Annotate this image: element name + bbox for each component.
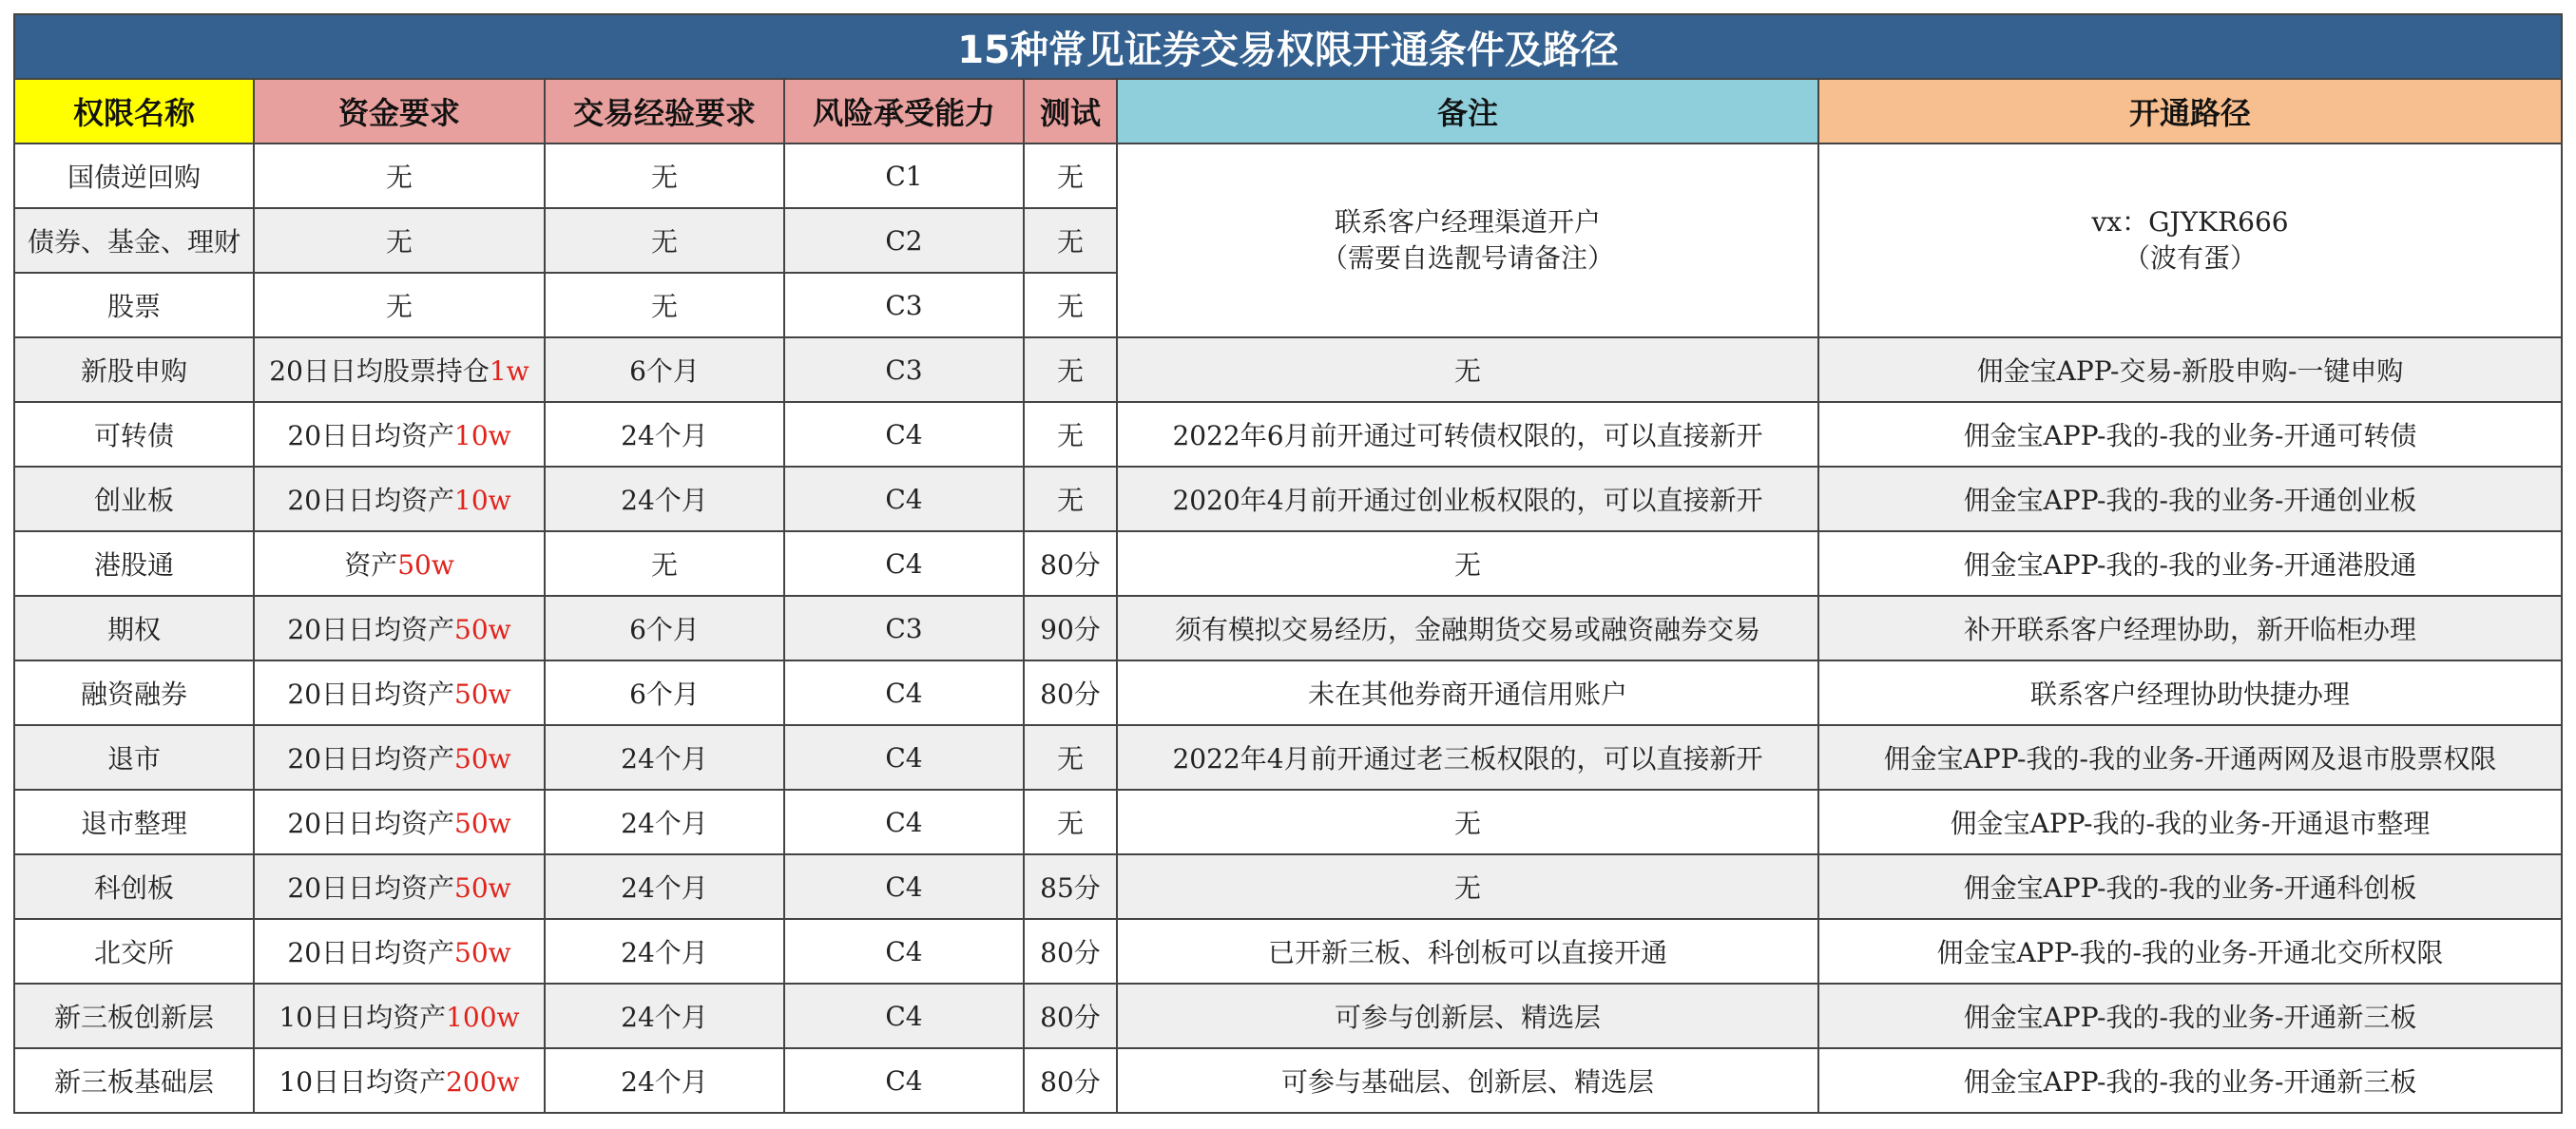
funds-label: 10日日均资产 — [279, 1066, 447, 1098]
cell-permission-name: 北交所 — [14, 919, 254, 984]
cell-funds-requirement — [254, 531, 545, 596]
permissions-table — [13, 13, 2563, 1114]
cell-note: 无 — [1117, 790, 1818, 854]
cell-permission-name: 新三板创新层 — [14, 984, 254, 1048]
cell-open-path: 佣金宝APP-我的-我的业务-开通两网及退市股票权限 — [1818, 725, 2562, 790]
header-note: 备注 — [1117, 79, 1818, 144]
cell-permission-name: 可转债 — [14, 402, 254, 467]
cell-test: 无 — [1024, 402, 1117, 467]
funds-label: 资产 — [344, 549, 398, 581]
cell-note: 2022年4月前开通过老三板权限的，可以直接新开 — [1117, 725, 1818, 790]
cell-funds-requirement — [254, 660, 545, 725]
cell-permission-name: 债券、基金、理财 — [14, 208, 254, 273]
cell-risk-tolerance: C4 — [784, 1048, 1024, 1113]
cell-funds-requirement — [254, 725, 545, 790]
header-permission-name: 权限名称 — [14, 79, 254, 144]
funds-label: 20日日均资产 — [287, 485, 455, 516]
cell-note: 可参与创新层、精选层 — [1117, 984, 1818, 1048]
cell-funds-requirement — [254, 208, 545, 273]
cell-test: 85分 — [1024, 854, 1117, 919]
table-row — [14, 919, 2562, 984]
path-contact-text: vx：GJYKR666 — [2091, 206, 2289, 238]
table-row — [14, 144, 2562, 208]
cell-risk-tolerance: C4 — [784, 402, 1024, 467]
cell-test: 80分 — [1024, 660, 1117, 725]
funds-label: 10日日均资产 — [279, 1002, 447, 1033]
cell-experience-requirement: 24个月 — [545, 984, 784, 1048]
funds-amount: 50w — [454, 808, 511, 839]
cell-test: 90分 — [1024, 596, 1117, 660]
cell-experience-requirement: 24个月 — [545, 1048, 784, 1113]
cell-test: 80分 — [1024, 984, 1117, 1048]
cell-experience-requirement: 24个月 — [545, 725, 784, 790]
cell-test: 无 — [1024, 467, 1117, 531]
funds-amount: 50w — [397, 549, 454, 581]
cell-open-path: 佣金宝APP-我的-我的业务-开通创业板 — [1818, 467, 2562, 531]
cell-note: 可参与基础层、创新层、精选层 — [1117, 1048, 1818, 1113]
cell-permission-name: 融资融券 — [14, 660, 254, 725]
cell-note: 无 — [1117, 337, 1818, 402]
cell-open-path: 佣金宝APP-我的-我的业务-开通新三板 — [1818, 984, 2562, 1048]
funds-label: 无 — [385, 162, 413, 193]
cell-funds-requirement — [254, 273, 545, 337]
funds-label: 20日日均资产 — [287, 808, 455, 839]
table-row — [14, 984, 2562, 1048]
cell-funds-requirement — [254, 144, 545, 208]
cell-experience-requirement: 6个月 — [545, 596, 784, 660]
cell-risk-tolerance: C4 — [784, 725, 1024, 790]
cell-permission-name: 期权 — [14, 596, 254, 660]
cell-test: 80分 — [1024, 919, 1117, 984]
cell-experience-requirement: 无 — [545, 144, 784, 208]
cell-permission-name: 新三板基础层 — [14, 1048, 254, 1113]
table-title: 15种常见证券交易权限开通条件及路径 — [14, 14, 2562, 79]
cell-test: 无 — [1024, 144, 1117, 208]
cell-funds-requirement — [254, 919, 545, 984]
cell-test: 无 — [1024, 337, 1117, 402]
cell-open-path: 联系客户经理协助快捷办理 — [1818, 660, 2562, 725]
cell-open-path: 补开联系客户经理协助，新开临柜办理 — [1818, 596, 2562, 660]
cell-note-merged — [1117, 144, 1818, 337]
cell-experience-requirement: 24个月 — [545, 467, 784, 531]
header-row — [14, 79, 2562, 144]
table-row — [14, 1048, 2562, 1113]
funds-amount: 50w — [454, 679, 511, 710]
cell-permission-name: 股票 — [14, 273, 254, 337]
path-remark-text: （波有蛋） — [2124, 242, 2258, 274]
cell-funds-requirement — [254, 790, 545, 854]
header-experience-requirement: 交易经验要求 — [545, 79, 784, 144]
cell-experience-requirement: 24个月 — [545, 854, 784, 919]
cell-note: 2022年6月前开通过可转债权限的，可以直接新开 — [1117, 402, 1818, 467]
table-row — [14, 402, 2562, 467]
cell-test: 无 — [1024, 208, 1117, 273]
header-risk-tolerance: 风险承受能力 — [784, 79, 1024, 144]
funds-amount: 50w — [454, 937, 511, 968]
cell-experience-requirement: 无 — [545, 531, 784, 596]
funds-label: 无 — [385, 291, 413, 322]
note-remark-text: （需要自选靓号请备注） — [1320, 242, 1614, 274]
cell-open-path: 佣金宝APP-我的-我的业务-开通可转债 — [1818, 402, 2562, 467]
cell-funds-requirement — [254, 854, 545, 919]
cell-permission-name: 科创板 — [14, 854, 254, 919]
table-row — [14, 337, 2562, 402]
cell-risk-tolerance: C4 — [784, 467, 1024, 531]
funds-label: 20日日均资产 — [287, 614, 455, 645]
cell-permission-name: 新股申购 — [14, 337, 254, 402]
table-row — [14, 467, 2562, 531]
cell-test: 80分 — [1024, 531, 1117, 596]
cell-risk-tolerance: C4 — [784, 790, 1024, 854]
cell-risk-tolerance: C4 — [784, 854, 1024, 919]
table-row — [14, 790, 2562, 854]
header-test: 测试 — [1024, 79, 1117, 144]
cell-risk-tolerance: C4 — [784, 660, 1024, 725]
cell-experience-requirement: 24个月 — [545, 919, 784, 984]
cell-risk-tolerance: C3 — [784, 596, 1024, 660]
cell-note: 2020年4月前开通过创业板权限的，可以直接新开 — [1117, 467, 1818, 531]
funds-amount: 10w — [454, 420, 511, 451]
cell-funds-requirement — [254, 402, 545, 467]
funds-amount: 50w — [454, 872, 511, 904]
cell-experience-requirement: 无 — [545, 208, 784, 273]
cell-note: 无 — [1117, 854, 1818, 919]
table-row — [14, 531, 2562, 596]
cell-permission-name: 创业板 — [14, 467, 254, 531]
cell-open-path: 佣金宝APP-我的-我的业务-开通科创板 — [1818, 854, 2562, 919]
cell-risk-tolerance: C2 — [784, 208, 1024, 273]
cell-funds-requirement — [254, 467, 545, 531]
funds-amount: 10w — [454, 485, 511, 516]
cell-experience-requirement: 6个月 — [545, 660, 784, 725]
cell-note: 已开新三板、科创板可以直接开通 — [1117, 919, 1818, 984]
cell-experience-requirement: 24个月 — [545, 790, 784, 854]
table-row — [14, 854, 2562, 919]
cell-open-path: 佣金宝APP-我的-我的业务-开通港股通 — [1818, 531, 2562, 596]
cell-risk-tolerance: C1 — [784, 144, 1024, 208]
cell-open-path: 佣金宝APP-交易-新股申购-一键申购 — [1818, 337, 2562, 402]
cell-permission-name: 港股通 — [14, 531, 254, 596]
funds-label: 20日日均资产 — [287, 420, 455, 451]
funds-label: 20日日均资产 — [287, 743, 455, 775]
funds-amount: 100w — [446, 1002, 520, 1033]
cell-risk-tolerance: C3 — [784, 273, 1024, 337]
table-body — [14, 144, 2562, 1113]
cell-test: 80分 — [1024, 1048, 1117, 1113]
cell-risk-tolerance: C4 — [784, 919, 1024, 984]
cell-experience-requirement: 24个月 — [545, 402, 784, 467]
table-row — [14, 725, 2562, 790]
note-contact-text: 联系客户经理渠道开户 — [1334, 206, 1601, 238]
cell-experience-requirement: 无 — [545, 273, 784, 337]
funds-label: 无 — [385, 226, 413, 258]
funds-amount: 1w — [489, 355, 529, 387]
cell-open-path: 佣金宝APP-我的-我的业务-开通退市整理 — [1818, 790, 2562, 854]
cell-funds-requirement — [254, 596, 545, 660]
cell-note: 须有模拟交易经历，金融期货交易或融资融券交易 — [1117, 596, 1818, 660]
table-row — [14, 660, 2562, 725]
cell-funds-requirement — [254, 984, 545, 1048]
funds-label: 20日日均资产 — [287, 679, 455, 710]
cell-experience-requirement: 6个月 — [545, 337, 784, 402]
funds-amount: 50w — [454, 614, 511, 645]
cell-permission-name: 退市 — [14, 725, 254, 790]
cell-open-path: 佣金宝APP-我的-我的业务-开通新三板 — [1818, 1048, 2562, 1113]
cell-open-path-merged — [1818, 144, 2562, 337]
cell-risk-tolerance: C4 — [784, 531, 1024, 596]
table-row — [14, 596, 2562, 660]
cell-test: 无 — [1024, 273, 1117, 337]
cell-test: 无 — [1024, 725, 1117, 790]
cell-note: 无 — [1117, 531, 1818, 596]
funds-label: 20日日均资产 — [287, 937, 455, 968]
funds-label: 20日日均资产 — [287, 872, 455, 904]
funds-amount: 200w — [446, 1066, 520, 1098]
cell-note: 未在其他券商开通信用账户 — [1117, 660, 1818, 725]
cell-funds-requirement — [254, 337, 545, 402]
header-funds-requirement: 资金要求 — [254, 79, 545, 144]
funds-label: 20日日均股票持仓 — [269, 355, 490, 387]
funds-amount: 50w — [454, 743, 511, 775]
cell-permission-name: 国债逆回购 — [14, 144, 254, 208]
cell-funds-requirement — [254, 1048, 545, 1113]
cell-test: 无 — [1024, 790, 1117, 854]
cell-open-path: 佣金宝APP-我的-我的业务-开通北交所权限 — [1818, 919, 2562, 984]
cell-permission-name: 退市整理 — [14, 790, 254, 854]
cell-risk-tolerance: C4 — [784, 984, 1024, 1048]
title-row — [14, 14, 2562, 79]
cell-risk-tolerance: C3 — [784, 337, 1024, 402]
header-open-path: 开通路径 — [1818, 79, 2562, 144]
